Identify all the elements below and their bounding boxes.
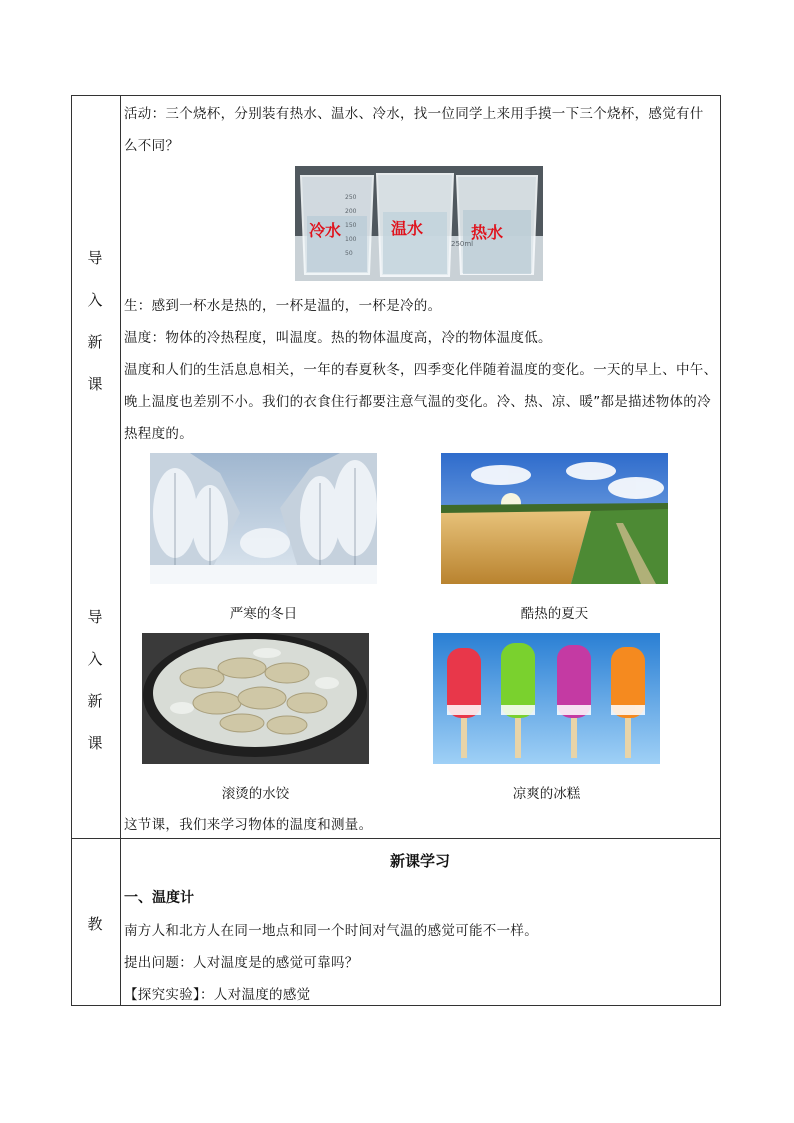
dumplings-illustration [142, 633, 369, 764]
beaker-mark: 100 [345, 236, 357, 243]
closing-line: 这节课，我们来学习物体的温度和测量。 [124, 817, 373, 833]
beaker-mark: 200 [345, 208, 357, 215]
beaker-mark: 150 [345, 222, 357, 229]
section-title: 新课学习 [389, 852, 450, 870]
beaker-mark: 250 [345, 194, 357, 201]
subheading-thermometer: 一、温度计 [124, 890, 194, 906]
summer-photo [441, 453, 668, 584]
beaker-label-cold: 冷水 [309, 221, 342, 240]
side-label-char: 入 [87, 291, 103, 309]
beaker-label-warm: 温水 [391, 219, 424, 238]
activity-line-2: 么不同？ [124, 138, 180, 154]
side-label-char: 新 [87, 333, 103, 351]
popsicles-illustration [433, 633, 660, 764]
side-label-char: 课 [87, 375, 103, 393]
side-label-char: 入 [87, 650, 103, 668]
section2-line-2: 提出问题：人对温度是的感觉可靠吗？ [124, 955, 359, 971]
temperature-definition: 温度：物体的冷热程度，叫温度。热的物体温度高，冷的物体温度低。 [124, 330, 552, 346]
winter-photo [150, 453, 377, 584]
section2-line-1: 南方人和北方人在同一地点和同一个时间对气温的感觉可能不一样。 [124, 923, 538, 939]
dumplings-photo [142, 633, 369, 764]
side-label-teach: 教 [87, 915, 103, 933]
paragraph-line-1: 温度和人们的生活息息相关，一年的春夏秋冬，四季变化伴随着温度的变化。一天的早上、中午、 [124, 362, 718, 378]
caption-popsicles: 凉爽的冰糕 [512, 786, 581, 802]
paragraph-line-3: 热程度的。 [124, 426, 193, 442]
side-label-char: 导 [87, 608, 103, 626]
section2-line-3: 【探究实验】：人对温度的感觉 [124, 987, 311, 1003]
side-label-char: 导 [87, 249, 103, 267]
caption-winter: 严寒的冬日 [229, 606, 298, 622]
side-label-char: 课 [87, 734, 103, 752]
row-divider [72, 838, 720, 839]
paragraph-line-2: 晚上温度也差别不小。我们的衣食住行都要注意气温的变化。冷、热、凉、暖”都是描述物体的冷 [124, 394, 711, 410]
summer-illustration [441, 453, 668, 584]
beaker-label-hot: 热水 [471, 223, 504, 242]
winter-illustration [150, 453, 377, 584]
caption-summer: 酷热的夏天 [520, 606, 589, 622]
beaker-mark: 50 [345, 250, 353, 257]
popsicles-photo [433, 633, 660, 764]
beakers-photo [295, 166, 543, 281]
activity-line-1: 活动：三个烧杯，分别装有热水、温水、冷水，找一位同学上来用手摸一下三个烧杯，感觉有什 [124, 106, 704, 122]
student-answer: 生：感到一杯水是热的，一杯是温的，一杯是冷的。 [124, 298, 442, 314]
beaker-volume: 250ml [451, 240, 474, 248]
caption-dumplings: 滚烫的水饺 [221, 786, 290, 802]
side-label-char: 新 [87, 692, 103, 710]
beakers-illustration [295, 166, 543, 281]
